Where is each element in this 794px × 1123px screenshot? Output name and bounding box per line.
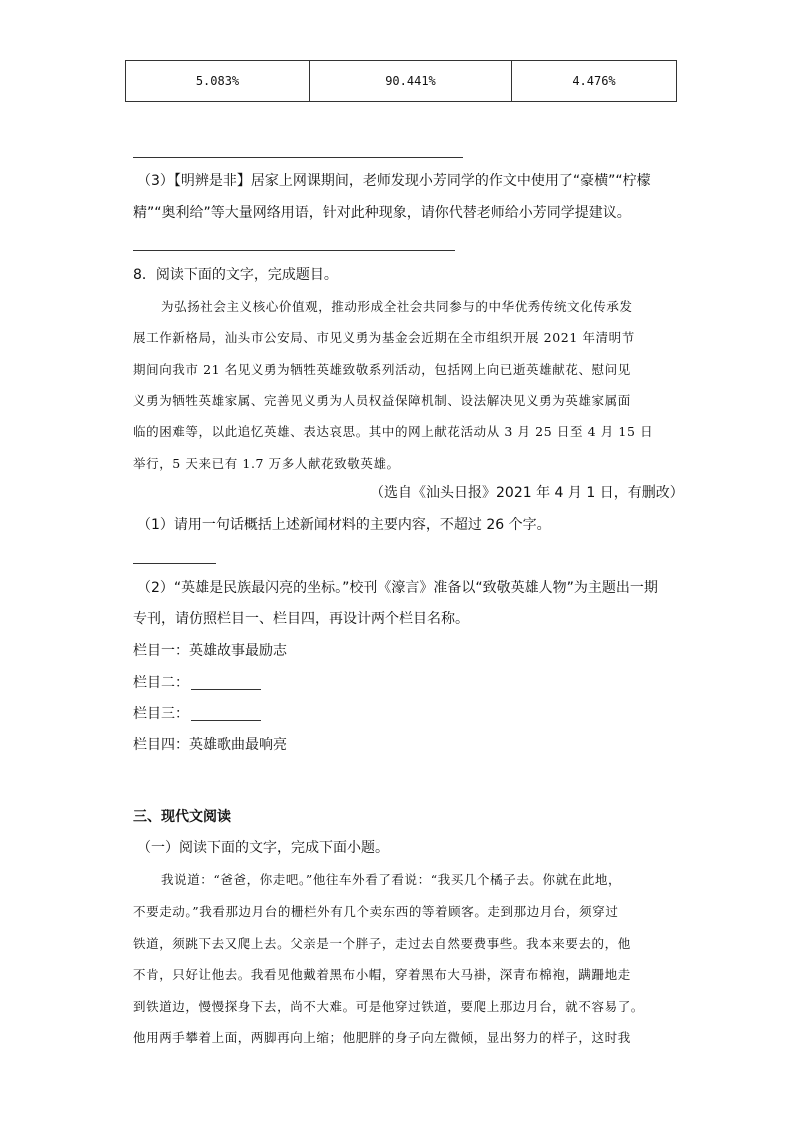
question-title: 8．阅读下面的文字，完成题目。 (133, 267, 338, 283)
passage-line: 临的困难等，以此追忆英雄、表达哀思。其中的网上献花活动从 3 月 25 日至 4 月 15 日 (133, 424, 654, 439)
column-1: 栏目一：英雄故事最励志 (133, 643, 287, 659)
answer-line (133, 157, 463, 158)
table-row (126, 61, 677, 102)
column-2-blank[interactable] (191, 675, 261, 690)
column-3-label: 栏目三： (133, 706, 189, 722)
passage-line: 不要走动。”我看那边月台的栅栏外有几个卖东西的等着顾客。走到那边月台，须穿过 (133, 904, 619, 919)
passage-line: 不肯，只好让他去。我看见他戴着黑布小帽，穿着黑布大马褂，深青布棉袍，蹒跚地走 (133, 967, 631, 982)
answer-line (133, 250, 455, 251)
passage-line: 期间向我市 21 名见义勇为牺牲英雄致敬系列活动，包括网上向已逝英雄献花、慰问见 (133, 362, 631, 377)
table-cell: 4.476% (512, 61, 677, 102)
answer-line (133, 563, 216, 564)
passage-line: 展工作新格局，汕头市公安局、市见义勇为基金会近期在全市组织开展 2021 年清明节 (133, 330, 635, 345)
column-3 (133, 704, 261, 724)
passage-line: 到铁道边，慢慢探身下去，尚不大难。可是他穿过铁道，要爬上那边月台，就不容易了。 (133, 999, 644, 1014)
passage-line: 举行，5 天来已有 1.7 万多人献花致敬英雄。 (133, 456, 400, 471)
passage-line: 铁道，须跳下去又爬上去。父亲是一个胖子，走过去自然要费事些。我本来要去的，他 (133, 936, 631, 951)
table-cell: 90.441% (310, 61, 512, 102)
column-3-blank[interactable] (191, 706, 261, 721)
passage-line: 他用两手攀着上面，两脚再向上缩；他肥胖的身子向左微倾，显出努力的样子，这时我 (133, 1030, 631, 1045)
column-2-label: 栏目二： (133, 675, 189, 691)
table-cell: 5.083% (126, 61, 310, 102)
passage-line: 为弘扬社会主义核心价值观，推动形成全社会共同参与的中华优秀传统文化传承发 (161, 299, 633, 314)
passage-line: 我说道：“爸爸，你走吧。”他往车外看了看说：“我买几个橘子去。你就在此地， (161, 872, 622, 887)
sub-question-2-line1: （2）“英雄是民族最闪亮的坐标。”校刊《濠言》准备以“致敬英雄人物”为主题出一期 (137, 580, 658, 596)
column-4: 栏目四：英雄歌曲最响亮 (133, 737, 287, 753)
q3-line1: （3）【明辨是非】居家上网课期间，老师发现小芳同学的作文中使用了“豪横”“柠檬 (137, 173, 651, 189)
section-heading: 三、现代文阅读 (133, 809, 231, 825)
column-2 (133, 673, 261, 693)
section-subheading: （一）阅读下面的文字，完成下面小题。 (137, 840, 389, 856)
percentage-table (125, 60, 677, 102)
q3-line2: 精”“奥利给”等大量网络用语，针对此种现象，请你代替老师给小芳同学提建议。 (133, 205, 631, 221)
sub-question-1: （1）请用一句话概括上述新闻材料的主要内容，不超过 26 个字。 (137, 517, 551, 533)
sub-question-2-line2: 专刊，请仿照栏目一、栏目四，再设计两个栏目名称。 (133, 611, 469, 627)
source-citation: （选自《汕头日报》2021 年 4 月 1 日，有删改） (370, 485, 684, 501)
passage-line: 义勇为牺牲英雄家属、完善见义勇为人员权益保障机制、设法解决见义勇为英雄家属面 (133, 393, 631, 408)
